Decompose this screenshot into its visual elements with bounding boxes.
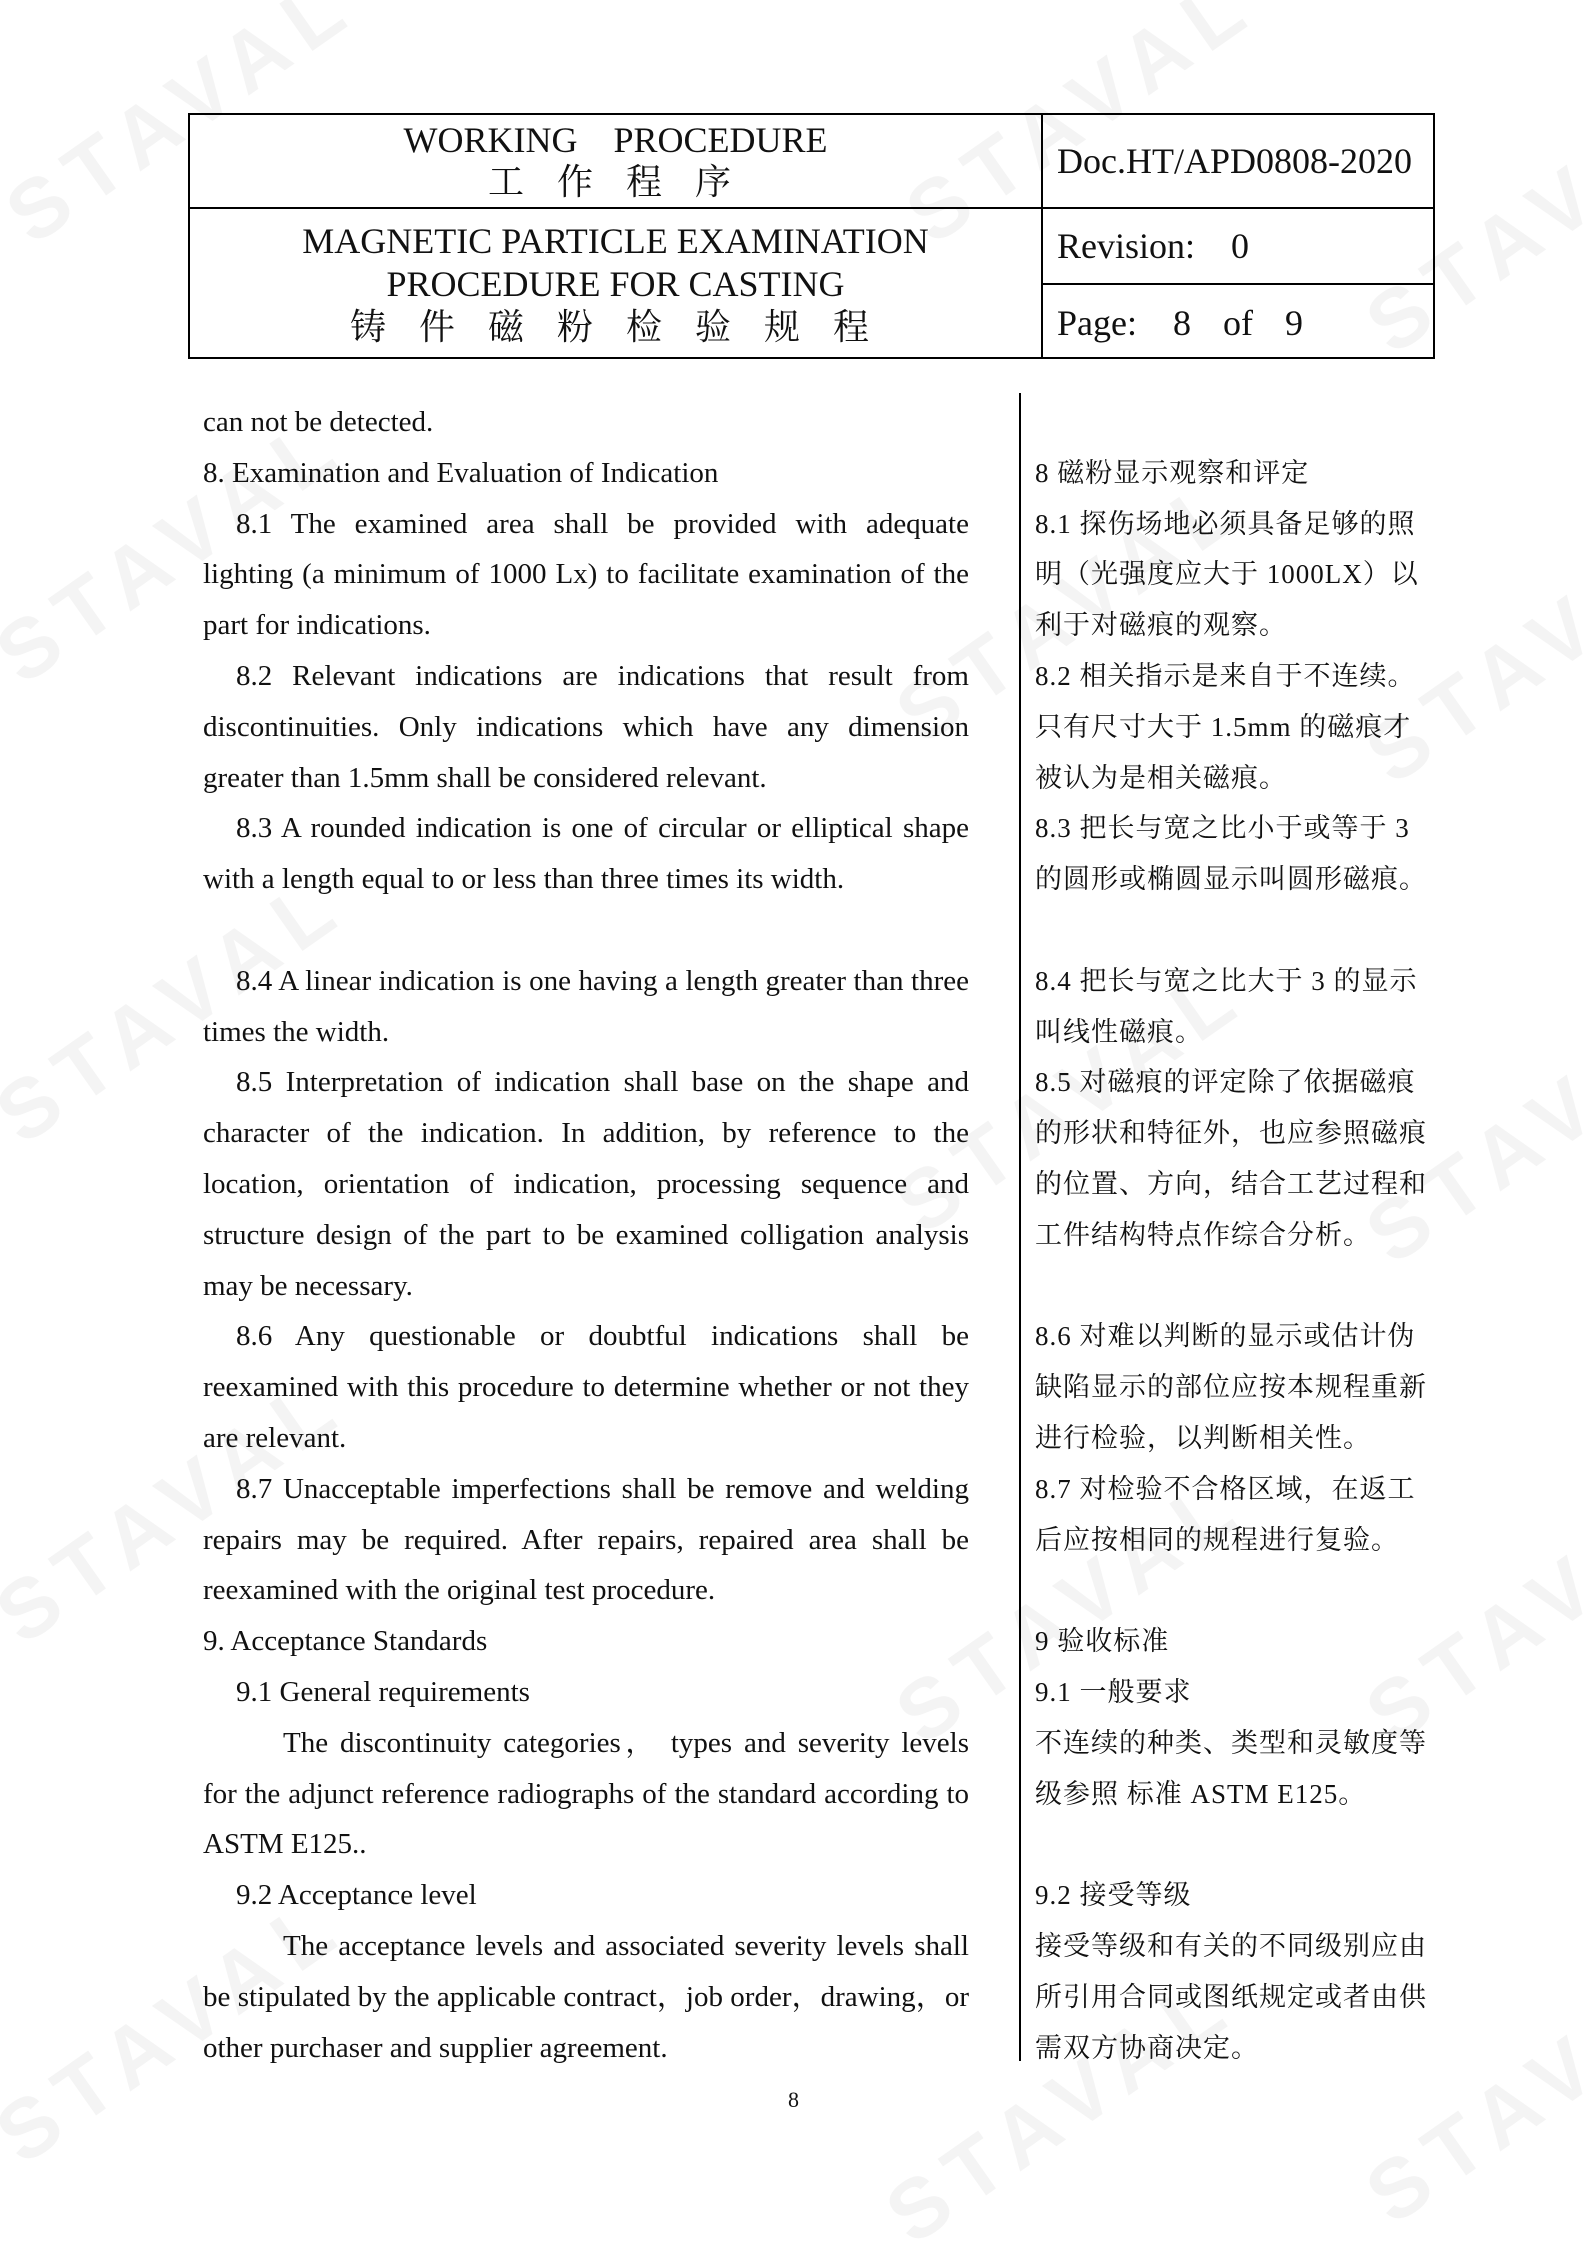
paragraph-8-7: 8.7 Unacceptable imperfections shall be remove and welding repairs may be required. After repairs, repaired area shall be reexamined with the original test procedure. xyxy=(203,1472,969,1607)
procedure-type-cell xyxy=(190,115,1041,207)
paragraph-8-5: 8.5 Interpretation of indication shall base on the shape and character of the indication. In addition, by reference to the location, orientation of indication, processing sequence and structure design of the part to be examined colligation analysis may be necessary. xyxy=(203,1066,969,1302)
page-of: of xyxy=(1222,303,1253,343)
subsection-heading-9-1-zh: 9.1 一般要求 xyxy=(1035,1677,1192,1707)
paragraph-8-1-zh: 8.1 探伤场地必须具备足够的照明（光强度应大于 1000LX）以利于对磁痕的观察。 xyxy=(1035,508,1419,641)
doc-number-cell xyxy=(1043,115,1433,207)
procedure-type-en: WORKING PROCEDURE xyxy=(403,120,828,160)
section-heading-8-zh: 8 磁粉显示观察和评定 xyxy=(1035,457,1310,488)
paragraph-9-2: The acceptance levels and associated severity levels shall be stipulated by the applicable contract，job order，drawing，or other purchaser and supplier agreement. xyxy=(203,1930,969,2064)
paragraph-9-1: The discontinuity categories， types and severity levels for the adjunct reference radiographs of the standard according to ASTM E125.. xyxy=(203,1726,969,1861)
page-total: 9 xyxy=(1284,303,1303,343)
section-heading-9-zh: 9 验收标准 xyxy=(1035,1626,1170,1657)
subsection-heading-9-2-zh: 9.2 接受等级 xyxy=(1035,1880,1192,1911)
procedure-subject-en-line2: PROCEDURE FOR CASTING xyxy=(386,263,845,304)
subsection-heading-9-2: 9.2 Acceptance level xyxy=(236,1879,477,1912)
paragraph-8-1: 8.1 The examined area shall be provided with adequate lighting (a minimum of 1000 Lx) to facilitate examination of the part for indications. xyxy=(203,507,969,642)
paragraph-8-3-zh: 8.3 把长与宽之比小于或等于 3 的圆形或椭圆显示叫圆形磁痕。 xyxy=(1035,813,1427,895)
doc-number: Doc.HT/APD0808-2020 xyxy=(1057,141,1412,181)
paragraph-8-7-zh: 8.7 对检验不合格区域，在返工后应按相同的规程进行复验。 xyxy=(1035,1473,1416,1555)
revision-value: 0 xyxy=(1231,226,1250,266)
column-divider xyxy=(1019,393,1021,2061)
paragraph-9-1-zh: 不连续的种类、类型和灵敏度等级参照 标准 ASTM E125。 xyxy=(1035,1727,1427,1809)
paragraph-8-2: 8.2 Relevant indications are indications that result from discontinuities. Only indications which have any dimension greater than 1.5mm shall be considered relevant. xyxy=(203,660,969,794)
page-number: 8 xyxy=(788,2087,799,2112)
paragraph-8-3: 8.3 A rounded indication is one of circular or elliptical shape with a length equal to or less than three times its width. xyxy=(203,812,969,896)
procedure-subject-zh: 铸 件 磁 粉 检 验 规 程 xyxy=(349,306,881,347)
procedure-subject-cell xyxy=(190,209,1041,359)
revision-label: Revision: xyxy=(1057,226,1196,266)
paragraph-8-2-zh: 8.2 相关指示是来自于不连续。只有尺寸大于 1.5mm 的磁痕才被认为是相关磁痕。 xyxy=(1035,661,1416,793)
section-heading-8: 8. Examination and Evaluation of Indication xyxy=(203,456,719,489)
page-value: 8 xyxy=(1172,303,1191,343)
paragraph-8-6-zh: 8.6 对难以判断的显示或估计伪缺陷显示的部位应按本规程重新进行检验，以判断相关性。 xyxy=(1035,1321,1427,1453)
paragraph-8-6: 8.6 Any questionable or doubtful indications shall be reexamined with this procedure to determine whether or not they are relevant. xyxy=(203,1320,969,1454)
procedure-type-zh: 工 作 程 序 xyxy=(487,162,743,202)
page-cell xyxy=(1043,285,1433,361)
paragraph-8-4: 8.4 A linear indication is one having a length greater than three times the width. xyxy=(203,964,969,1048)
subsection-heading-9-1: 9.1 General requirements xyxy=(236,1676,530,1708)
paragraph-8-5-zh: 8.5 对磁痕的评定除了依据磁痕的形状和特征外，也应参照磁痕的位置、方向，结合工艺过程和工件结构特点作综合分析。 xyxy=(1035,1067,1427,1250)
paragraph-9-2-zh: 接受等级和有关的不同级别应由所引用合同或图纸规定或者由供需双方协商决定。 xyxy=(1035,1931,1427,2063)
document-header-table xyxy=(188,113,1435,359)
paragraph-8-4-zh: 8.4 把长与宽之比大于 3 的显示叫线性磁痕。 xyxy=(1035,965,1418,1047)
paragraph-continuation: can not be detected. xyxy=(203,406,434,438)
procedure-subject-en-line1: MAGNETIC PARTICLE EXAMINATION xyxy=(302,220,929,261)
revision-cell xyxy=(1043,209,1433,283)
section-heading-9: 9. Acceptance Standards xyxy=(203,1625,488,1658)
page-label: Page: xyxy=(1057,303,1137,343)
